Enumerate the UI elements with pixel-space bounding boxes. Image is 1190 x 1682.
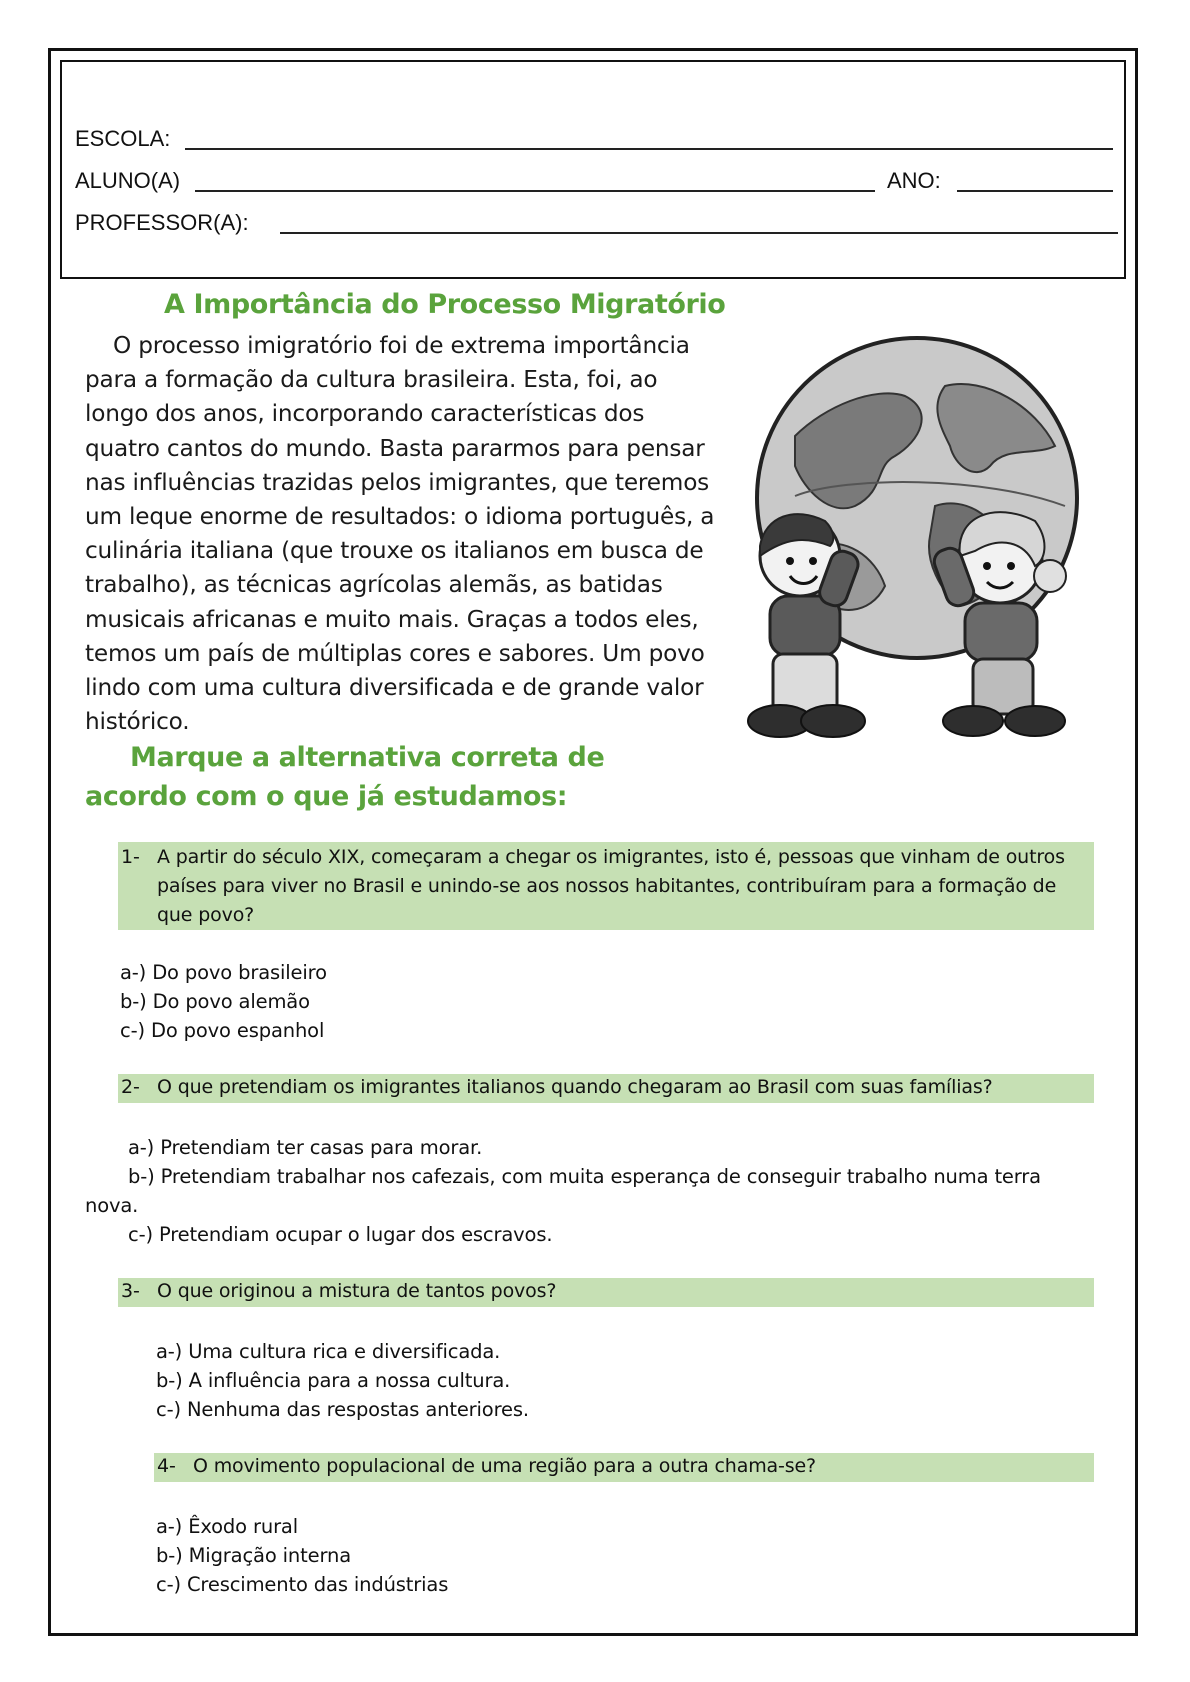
answer-option[interactable]: c-) Nenhuma das respostas anteriores.: [156, 1398, 529, 1421]
professor-label: PROFESSOR(A):: [75, 210, 249, 235]
answer-option[interactable]: b-) Pretendiam trabalhar nos cafezais, com muita esperança de conseguir trabalho numa terra: [128, 1165, 1041, 1188]
header-box: [60, 60, 1126, 279]
question-text: O que pretendiam os imigrantes italianos quando chegaram ao Brasil com suas famílias?: [157, 1076, 993, 1098]
question-text: O que originou a mistura de tantos povos?: [157, 1280, 557, 1302]
answer-option[interactable]: b-) Migração interna: [156, 1544, 352, 1567]
question-2: [118, 1074, 1094, 1103]
question-number: 3-: [121, 1280, 140, 1302]
question-3: [118, 1278, 1094, 1307]
children-holding-globe-illustration: [735, 316, 1109, 794]
escola-label: ESCOLA:: [75, 126, 171, 151]
aluno-label: ALUNO(A): [75, 168, 181, 193]
answer-option[interactable]: b-) A influência para a nossa cultura.: [156, 1369, 511, 1392]
professor-field[interactable]: [280, 232, 1118, 234]
aluno-field[interactable]: [195, 190, 875, 192]
question-text: O movimento populacional de uma região para a outra chama-se?: [193, 1455, 816, 1477]
ano-field[interactable]: [957, 190, 1113, 192]
answer-option[interactable]: a-) Do povo brasileiro: [120, 961, 327, 984]
answer-option[interactable]: c-) Crescimento das indústrias: [156, 1573, 449, 1596]
escola-field[interactable]: [185, 148, 1113, 150]
answer-option[interactable]: a-) Uma cultura rica e diversificada.: [156, 1340, 501, 1363]
reading-text: O processo imigratório foi de extrema importância para a formação da cultura brasileira. Esta, foi, ao longo dos anos, incorporando características dos quatro cantos do mundo. Basta pararmos para pensar nas influências trazidas pelos imigrantes, que teremos um leque enorme de resultados: o idioma português, a culinária italiana (que trouxe os italianos em busca de trabalho), as técnicas agrícolas alemãs, as batidas musicais africanas e muito mais. Graças a todos eles, temos um país de múltiplas cores e sabores. Um povo lindo com uma cultura diversificada e de grande valor histórico.: [85, 332, 715, 736]
question-text: A partir do século XIX, começaram a chegar os imigrantes, isto é, pessoas que vinham de outros países para viver no Brasil e unindo-se aos nossos habitantes, contribuíram para a formação de que povo?: [157, 846, 1065, 926]
answer-option[interactable]: b-) Do povo alemão: [120, 990, 310, 1013]
instructions-heading: Marque a alternativa correta de acordo com o que já estudamos:: [85, 742, 605, 812]
ano-label: ANO:: [887, 168, 941, 193]
answer-option[interactable]: c-) Pretendiam ocupar o lugar dos escravos.: [128, 1223, 553, 1246]
question-number: 2-: [121, 1076, 140, 1098]
question-4: [154, 1453, 1094, 1482]
answer-option-continuation: nova.: [85, 1194, 139, 1217]
answer-option[interactable]: a-) Pretendiam ter casas para morar.: [128, 1136, 483, 1159]
question-number: 1-: [121, 846, 140, 868]
answer-option[interactable]: c-) Do povo espanhol: [120, 1019, 325, 1042]
question-number: 4-: [157, 1455, 176, 1477]
answer-option[interactable]: a-) Êxodo rural: [156, 1515, 299, 1538]
page-title: A Importância do Processo Migratório: [164, 289, 726, 320]
question-1: [118, 842, 1094, 930]
